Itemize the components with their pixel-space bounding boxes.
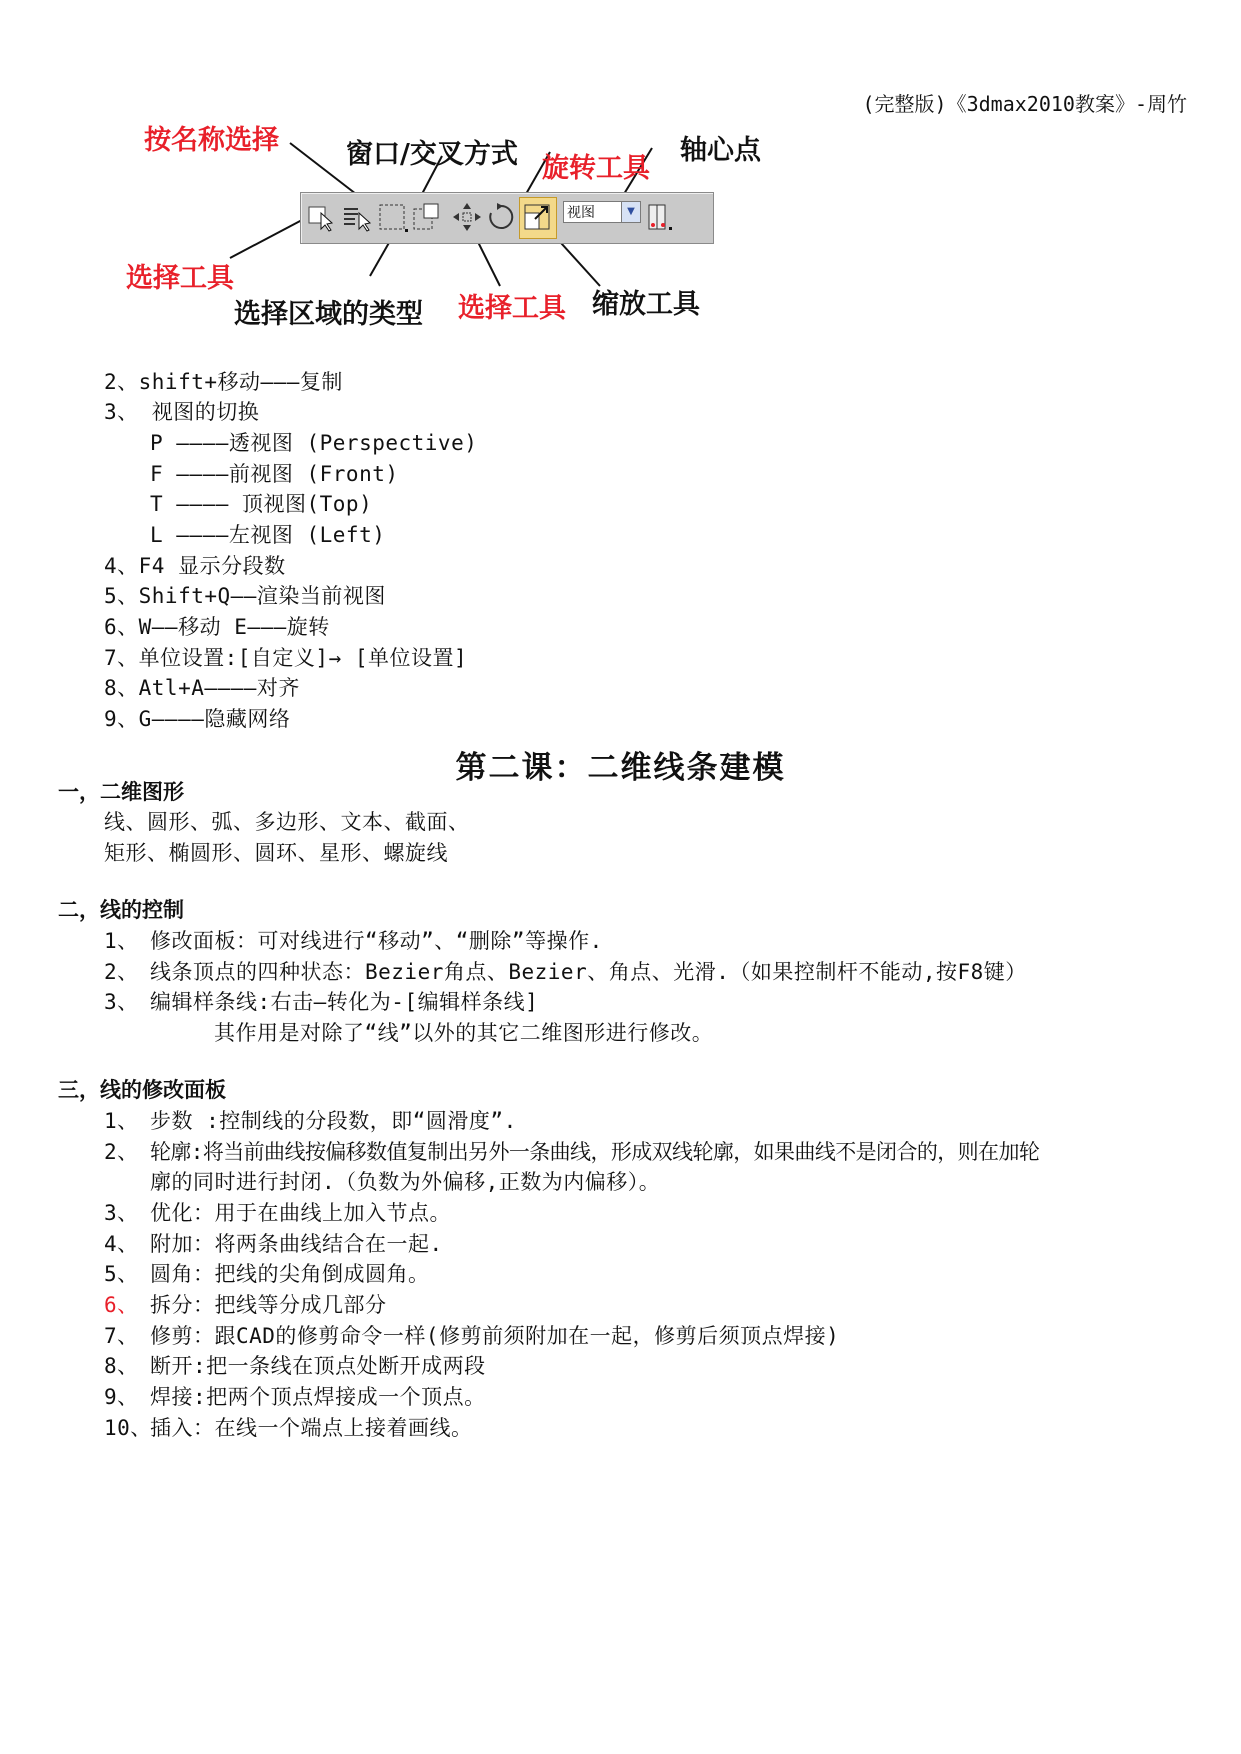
list-item: 8、Atl+A————对齐 bbox=[104, 676, 300, 700]
list-item: 5、 圆角：把线的尖角倒成圆角。 bbox=[104, 1262, 430, 1286]
reference-coordinate-select[interactable] bbox=[563, 201, 641, 223]
pivot-center-icon[interactable] bbox=[645, 201, 675, 233]
list-item: F ————前视图 (Front) bbox=[150, 462, 399, 486]
chevron-down-icon[interactable]: ▼ bbox=[621, 202, 640, 222]
list-item: 1、 步数 :控制线的分段数，即“圆滑度”. bbox=[104, 1109, 517, 1133]
select-by-name-icon[interactable] bbox=[341, 201, 373, 233]
rectangular-region-icon[interactable] bbox=[377, 201, 409, 233]
reference-coordinate-value: 视图 bbox=[567, 205, 595, 221]
label-select-tool-2: 选择工具 bbox=[458, 293, 566, 324]
list-item: T ———— 顶视图(Top) bbox=[150, 492, 373, 516]
label-region-type: 选择区域的类型 bbox=[234, 299, 423, 330]
label-scale-tool: 缩放工具 bbox=[592, 289, 700, 320]
list-item: P ————透视图 (Perspective) bbox=[150, 431, 478, 455]
list-item: 矩形、椭圆形、圆环、星形、螺旋线 bbox=[104, 841, 448, 865]
list-item: 10、插入：在线一个端点上接着画线。 bbox=[104, 1416, 473, 1440]
list-item: 4、F4 显示分段数 bbox=[104, 554, 286, 578]
list-item: 3、 编辑样条线:右击—转化为-[编辑样条线] bbox=[104, 990, 539, 1014]
list-item: 2、shift+移动———复制 bbox=[104, 370, 343, 394]
list-item: 6、W——移动 E———旋转 bbox=[104, 615, 330, 639]
window-crossing-icon[interactable] bbox=[411, 201, 443, 233]
list-item: 5、Shift+Q——渲染当前视图 bbox=[104, 584, 386, 608]
move-icon[interactable] bbox=[451, 201, 483, 233]
list-item: 3、 视图的切换 bbox=[104, 400, 260, 424]
main-toolbar bbox=[300, 192, 714, 244]
label-select-by-name: 按名称选择 bbox=[144, 125, 279, 156]
list-item: 8、 断开:把一条线在顶点处断开成两段 bbox=[104, 1354, 486, 1378]
section-title: 二，线的控制 bbox=[58, 897, 184, 922]
scale-icon[interactable] bbox=[521, 201, 553, 233]
list-item: 2、 轮廓:将当前曲线按偏移数值复制出另外一条曲线，形成双线轮廓，如果曲线不是闭合的，则在加轮 bbox=[104, 1140, 1040, 1164]
section-title: 三，线的修改面板 bbox=[58, 1077, 226, 1102]
toolbar-figure bbox=[126, 118, 840, 338]
list-item: 9、 焊接:把两个顶点焊接成一个顶点。 bbox=[104, 1385, 486, 1409]
list-item: 4、 附加：将两条曲线结合在一起. bbox=[104, 1232, 443, 1256]
rotate-icon[interactable] bbox=[485, 201, 517, 233]
list-item: 7、 修剪：跟CAD的修剪命令一样(修剪前须附加在一起，修剪后须顶点焊接) bbox=[104, 1324, 840, 1348]
list-item: L ————左视图 (Left) bbox=[150, 523, 386, 547]
lesson-title: 第二课：二维线条建模 bbox=[455, 750, 786, 786]
list-item: 6、 拆分：把线等分成几部分 bbox=[104, 1293, 387, 1317]
list-item: 廓的同时进行封闭.（负数为外偏移,正数为内偏移）。 bbox=[150, 1170, 661, 1194]
list-item: 2、 线条顶点的四种状态：Bezier角点、Bezier、角点、光滑.（如果控制杆不能动,按F8键） bbox=[104, 960, 1027, 984]
list-item: 3、 优化：用于在曲线上加入节点。 bbox=[104, 1201, 451, 1225]
list-item: 线、圆形、弧、多边形、文本、截面、 bbox=[104, 810, 470, 834]
select-object-icon[interactable] bbox=[305, 201, 337, 233]
section-title: 一，二维图形 bbox=[58, 779, 184, 804]
label-pivot-point: 轴心点 bbox=[680, 135, 761, 166]
label-window-crossing: 窗口/交叉方式 bbox=[346, 139, 518, 170]
list-item: 7、单位设置:[自定义]→ [单位设置] bbox=[104, 646, 468, 670]
note-text: 其作用是对除了“线”以外的其它二维图形进行修改。 bbox=[214, 1021, 714, 1045]
list-item: 9、G————隐藏网络 bbox=[104, 707, 291, 731]
page-header: (完整版)《3dmax2010教案》-周竹 bbox=[862, 92, 1187, 116]
label-rotate-tool: 旋转工具 bbox=[542, 153, 650, 184]
list-item: 1、 修改面板：可对线进行“移动”、“删除”等操作. bbox=[104, 929, 603, 953]
label-select-tool: 选择工具 bbox=[126, 263, 234, 294]
